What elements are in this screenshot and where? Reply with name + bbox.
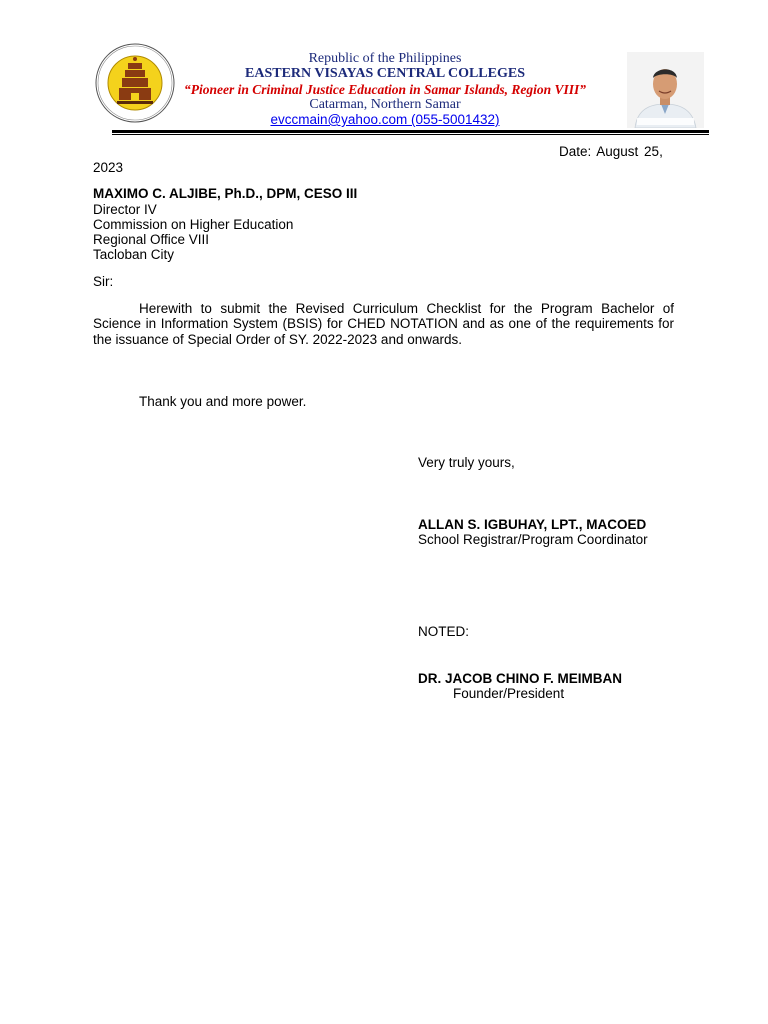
letterhead-rule-thin (112, 134, 709, 135)
president-portrait-photo (627, 52, 704, 128)
salutation: Sir: (93, 274, 114, 289)
noter-title: Founder/President (453, 686, 565, 701)
closing-line: Very truly yours, (418, 455, 515, 470)
recipient-name: MAXIMO C. ALJIBE, Ph.D., DPM, CESO III (93, 186, 358, 201)
letterhead-address: Catarman, Northern Samar (309, 97, 461, 112)
letterhead-institution: EASTERN VISAYAS CENTRAL COLLEGES (245, 66, 525, 81)
noter-name: DR. JACOB CHINO F. MEIMBAN (418, 671, 623, 686)
letterhead-contact-link[interactable]: evccmain@yahoo.com (055-5001432) (270, 112, 500, 127)
letter-body-paragraph: Herewith to submit the Revised Curriculum Checklist for the Program Bachelor of Science in Information System (BSIS) for CHED NOTATION and as one of the requirements for the issuance of Special Order of SY. 2022-2023 and onwards. (93, 301, 674, 347)
signatory-title: School Registrar/Program Coordinator (418, 532, 648, 547)
date-year: 2023 (93, 160, 124, 175)
letterhead-rule-thick (112, 130, 709, 133)
signatory-name: ALLAN S. IGBUHAY, LPT., MACOED (418, 517, 647, 532)
recipient-city: Tacloban City (93, 247, 175, 262)
thanks-line: Thank you and more power. (139, 394, 307, 409)
noted-label: NOTED: (418, 624, 470, 639)
letterhead-country: Republic of the Philippines (308, 51, 462, 66)
letterhead-motto: “Pioneer in Criminal Justice Education in Samar Islands, Region VIII” (183, 82, 587, 97)
recipient-position: Director IV (93, 202, 157, 217)
date-line: Date: August 25, (559, 144, 663, 159)
recipient-agency: Commission on Higher Education (93, 217, 294, 232)
recipient-office: Regional Office VIII (93, 232, 210, 247)
